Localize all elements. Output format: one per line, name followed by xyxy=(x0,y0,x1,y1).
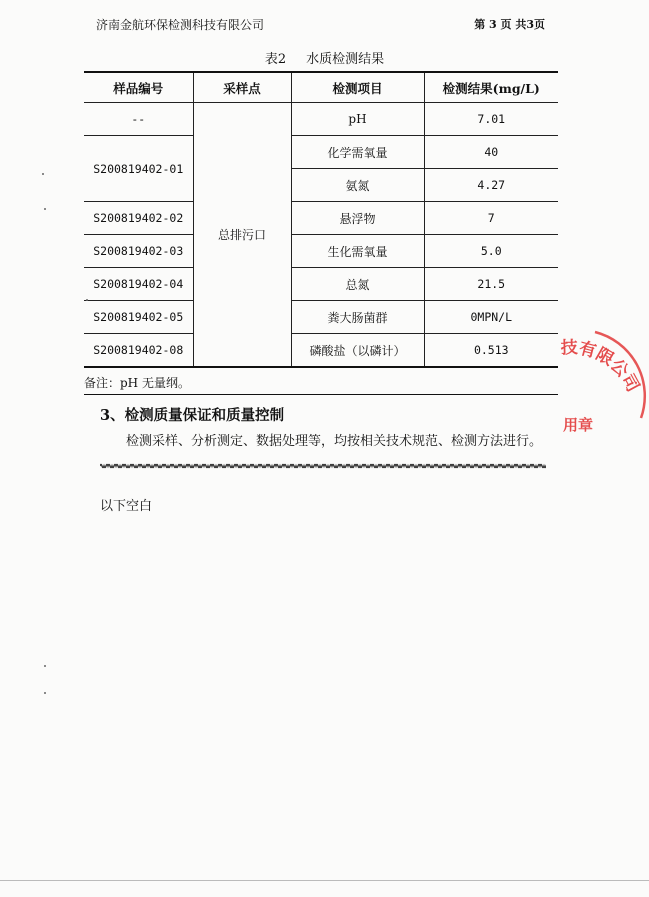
test-item: pH xyxy=(291,103,424,136)
test-item: 生化需氧量 xyxy=(291,235,424,268)
sample-id: S200819402-08 xyxy=(84,334,193,368)
table-number: 表2 xyxy=(264,52,287,67)
seal-text-top: 技有限公司 xyxy=(560,337,643,396)
sampling-point: 总排污口 xyxy=(193,103,291,368)
test-item: 粪大肠菌群 xyxy=(291,301,424,334)
company-seal xyxy=(555,318,649,448)
test-item: 磷酸盐（以磷计） xyxy=(291,334,424,368)
test-item: 氨氮 xyxy=(291,169,424,202)
table-row xyxy=(84,301,558,334)
test-result: 5.0 xyxy=(424,235,558,268)
table-note: 备注：pH 无量纲。 xyxy=(84,376,190,390)
sample-id: S200819402-04 xyxy=(84,268,193,301)
header-sample-id: 样品编号 xyxy=(84,72,193,103)
bottom-edge xyxy=(0,880,649,881)
test-result: 4.27 xyxy=(424,169,558,202)
sample-id: S200819402-03 xyxy=(84,235,193,268)
svg-text:技有限公司 xyxy=(559,337,642,396)
table-row xyxy=(84,136,558,169)
blank-below-text: 以下空白 xyxy=(100,499,153,514)
sample-id: S200819402-01 xyxy=(84,136,193,202)
test-result: 7.01 xyxy=(424,103,558,136)
table-row xyxy=(84,268,558,301)
table-header-row xyxy=(84,72,558,103)
test-result: 21.5 xyxy=(424,268,558,301)
test-item: 总氮 xyxy=(291,268,424,301)
test-result: 7 xyxy=(424,202,558,235)
sample-id: S200819402-05 xyxy=(84,301,193,334)
table-row xyxy=(84,103,558,136)
section-heading: 3、检测质量保证和质量控制 xyxy=(100,407,285,424)
header-result: 检测结果(mg/L) xyxy=(424,72,558,103)
page-number: 第 3 页 共3页 xyxy=(474,18,545,31)
water-quality-table xyxy=(84,71,558,368)
test-item: 悬浮物 xyxy=(291,202,424,235)
wavy-divider xyxy=(100,462,546,470)
test-result: 0.513 xyxy=(424,334,558,368)
section-paragraph: 检测采样、分析测定、数据处理等，均按相关技术规范、检测方法进行。 xyxy=(126,434,543,449)
table-caption xyxy=(0,48,649,67)
table-row xyxy=(84,202,558,235)
seal-text-bottom: 用章 xyxy=(563,416,594,434)
test-item: 化学需氧量 xyxy=(291,136,424,169)
test-result: 40 xyxy=(424,136,558,169)
sample-id: -- xyxy=(84,103,193,136)
table-title: 水质检测结果 xyxy=(306,52,385,67)
table-row xyxy=(84,235,558,268)
sample-id: S200819402-02 xyxy=(84,202,193,235)
test-result: 0MPN/L xyxy=(424,301,558,334)
divider xyxy=(84,394,558,395)
company-header: 济南金航环保检测科技有限公司 xyxy=(96,18,265,32)
header-sampling-point: 采样点 xyxy=(193,72,291,103)
table-row xyxy=(84,334,558,368)
header-test-item: 检测项目 xyxy=(291,72,424,103)
